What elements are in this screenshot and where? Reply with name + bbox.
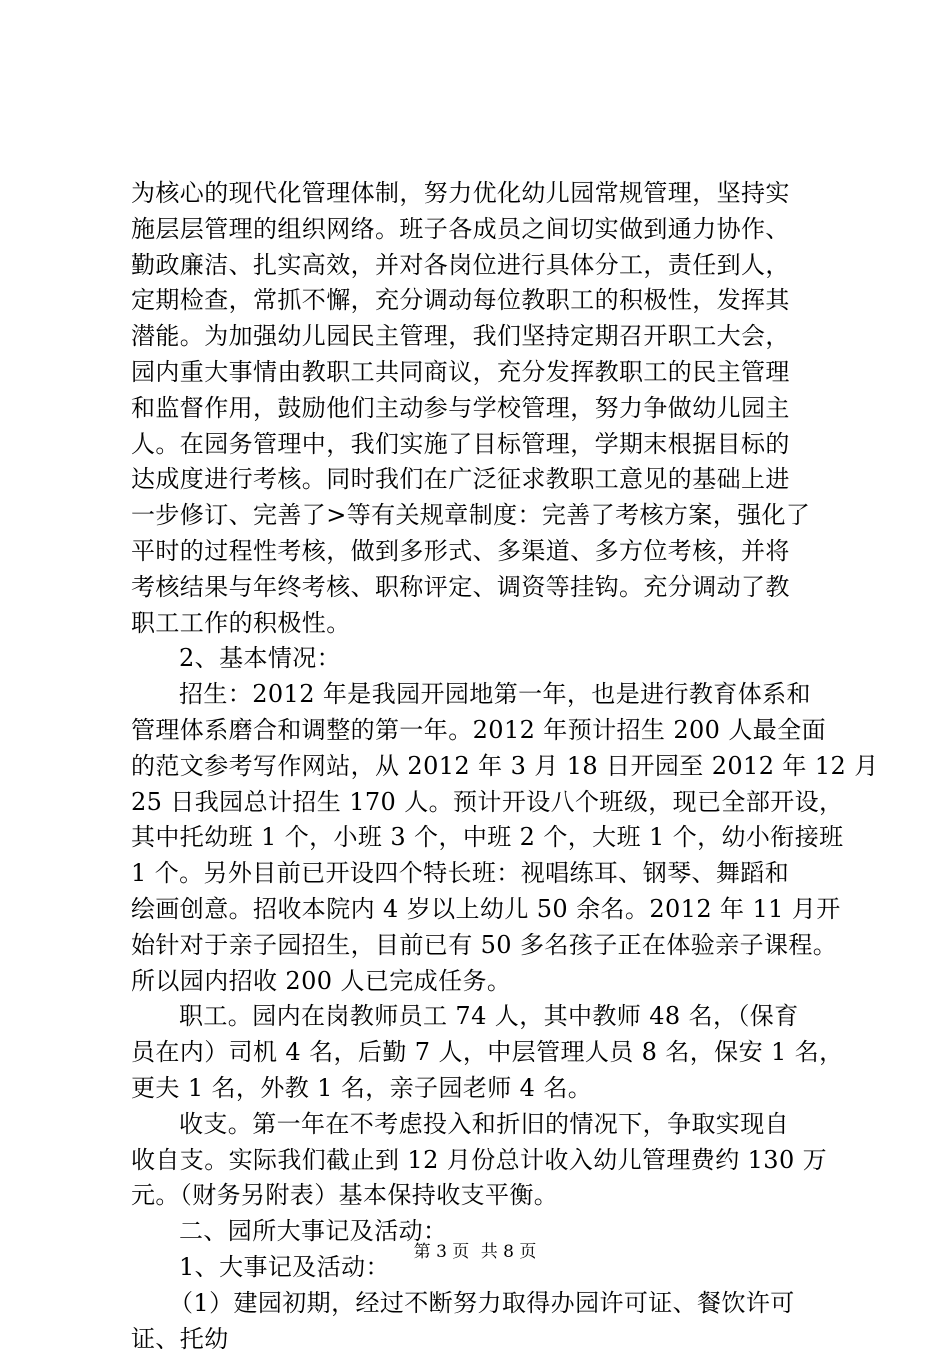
- body-line: 25 日我园总计招生 170 人。预计开设八个班级，现已全部开设，: [131, 785, 831, 821]
- body-line: 始针对于亲子园招生，目前已有 50 多名孩子正在体验亲子课程。: [131, 928, 831, 964]
- body-line: 元。（财务另附表）基本保持收支平衡。: [131, 1178, 831, 1214]
- body-line: 其中托幼班 1 个，小班 3 个，中班 2 个，大班 1 个，幼小衔接班: [131, 820, 831, 856]
- body-line: （1）建园初期，经过不断努力取得办园许可证、餐饮许可: [131, 1286, 831, 1322]
- body-line: 员在内）司机 4 名，后勤 7 人，中层管理人员 8 名，保安 1 名，: [131, 1035, 831, 1071]
- body-line: 园内重大事情由教职工共同商议，充分发挥教职工的民主管理: [131, 355, 831, 391]
- page-footer: [0, 1240, 950, 1264]
- section-heading-events: 二、园所大事记及活动：: [131, 1214, 831, 1250]
- body-line: 更夫 1 名，外教 1 名，亲子园老师 4 名。: [131, 1071, 831, 1107]
- body-line: 绘画创意。招收本院内 4 岁以上幼儿 50 余名。2012 年 11 月开: [131, 892, 831, 928]
- body-line: 所以园内招收 200 人已完成任务。: [131, 964, 831, 1000]
- page-number: 第 3 页: [414, 1242, 470, 1262]
- body-line: 职工。园内在岗教师员工 74 人，其中教师 48 名，（保育: [131, 999, 831, 1035]
- body-line: 的范文参考写作网站，从 2012 年 3 月 18 日开园至 2012 年 12 月: [131, 749, 831, 785]
- body-line: 收支。第一年在不考虑投入和折旧的情况下，争取实现自: [131, 1107, 831, 1143]
- body-line: 达成度进行考核。同时我们在广泛征求教职工意见的基础上进: [131, 462, 831, 498]
- body-line: 1 个。另外目前已开设四个特长班：视唱练耳、钢琴、舞蹈和: [131, 856, 831, 892]
- body-line: 定期检查，常抓不懈，充分调动每位教职工的积极性，发挥其: [131, 283, 831, 319]
- body-line: 潜能。为加强幼儿园民主管理，我们坚持定期召开职工大会，: [131, 319, 831, 355]
- body-line: 和监督作用，鼓励他们主动参与学校管理，努力争做幼儿园主: [131, 391, 831, 427]
- body-line: 职工工作的积极性。: [131, 606, 831, 642]
- page-total: 共 8 页: [481, 1242, 537, 1262]
- body-line: 考核结果与年终考核、职称评定、调资等挂钩。充分调动了教: [131, 570, 831, 606]
- body-line: 招生：2012 年是我园开园地第一年，也是进行教育体系和: [131, 677, 831, 713]
- body-line: 为核心的现代化管理体制，努力优化幼儿园常规管理，坚持实: [131, 176, 831, 212]
- subsection-heading-events: 1、大事记及活动：: [131, 1250, 831, 1286]
- body-line: 证、托幼: [131, 1322, 831, 1357]
- document-body: [131, 176, 831, 1357]
- body-line: 施层层管理的组织网络。班子各成员之间切实做到通力协作、: [131, 212, 831, 248]
- body-line: 一步修订、完善了>等有关规章制度：完善了考核方案，强化了: [131, 498, 831, 534]
- section-heading-basic: 2、基本情况：: [131, 641, 831, 677]
- body-line: 管理体系磨合和调整的第一年。2012 年预计招生 200 人最全面: [131, 713, 831, 749]
- body-line: 收自支。实际我们截止到 12 月份总计收入幼儿管理费约 130 万: [131, 1143, 831, 1179]
- body-line: 人。在园务管理中，我们实施了目标管理，学期末根据目标的: [131, 427, 831, 463]
- body-line: 勤政廉洁、扎实高效，并对各岗位进行具体分工，责任到人，: [131, 248, 831, 284]
- body-line: 平时的过程性考核，做到多形式、多渠道、多方位考核，并将: [131, 534, 831, 570]
